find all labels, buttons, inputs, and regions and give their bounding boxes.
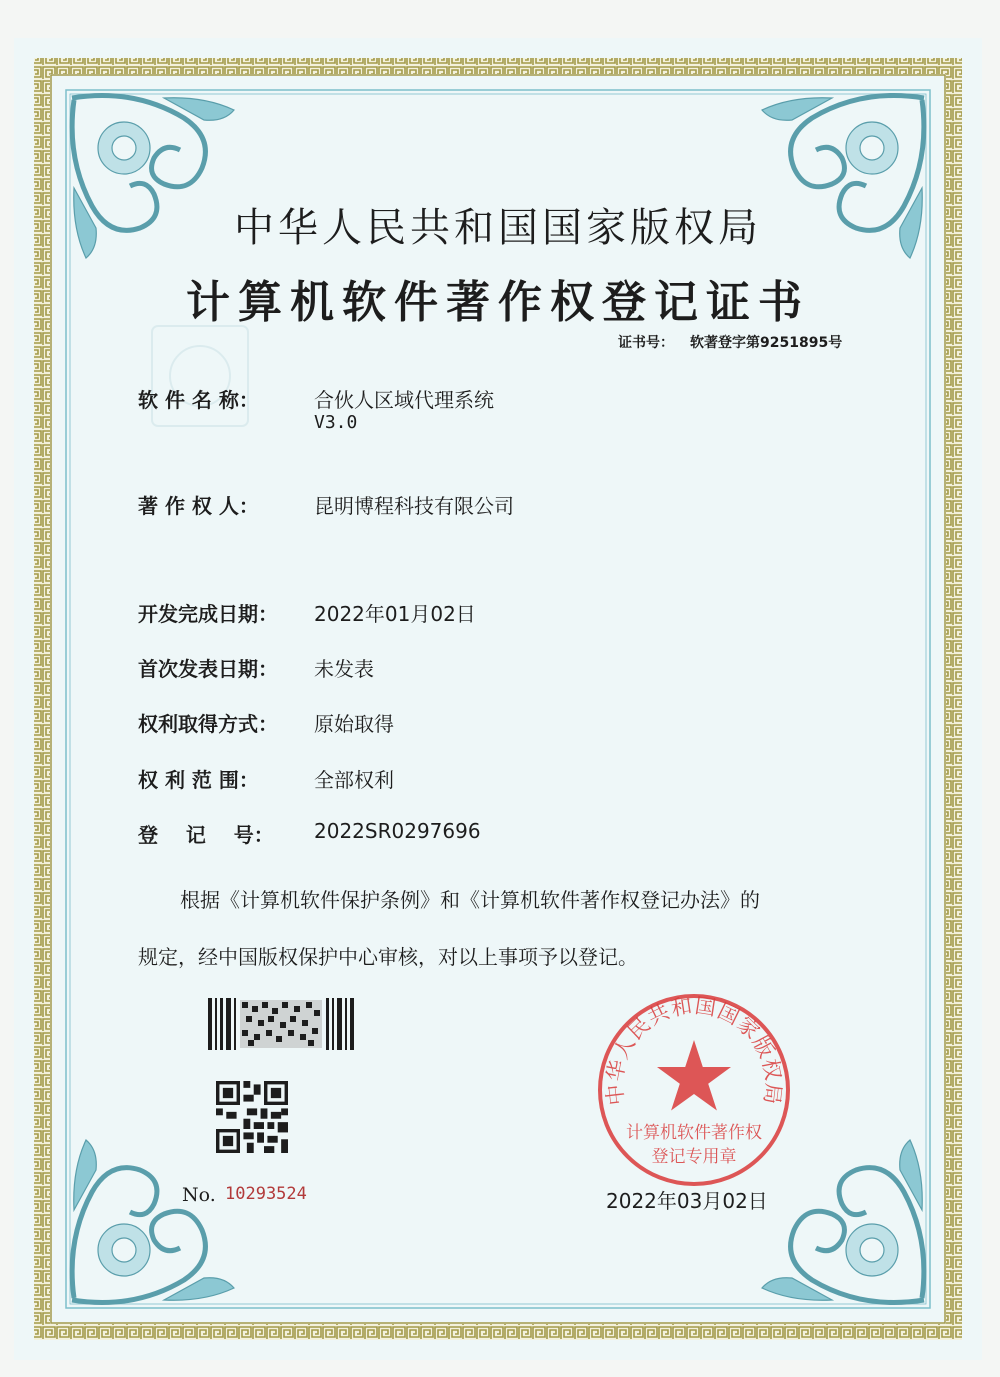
scope-label: 权 利 范 围：: [138, 768, 259, 792]
statement-line-2: 规定，经中国版权保护中心审核，对以上事项予以登记。: [138, 945, 638, 969]
statement-line-1: 根据《计算机软件保护条例》和《计算机软件著作权登记办法》的: [180, 888, 760, 912]
software-name-label: 软 件 名 称：: [138, 388, 259, 412]
certificate-title: 计算机软件著作权登记证书: [186, 277, 810, 328]
copyright-owner-label: 著 作 权 人：: [138, 494, 259, 518]
registration-number-label: 登 记 号：: [138, 823, 274, 847]
registration-number: 2022SR0297696: [314, 819, 481, 843]
seal-outer-text: 中华人民共和国国家版权局: [602, 993, 786, 1107]
rights-scope: 全部权利: [314, 768, 394, 792]
ornament-bottom-left: [72, 1140, 234, 1303]
seal-inner-line-1: 计算机软件著作权: [626, 1123, 762, 1143]
issuer-title: 中华人民共和国国家版权局: [234, 205, 762, 251]
certificate: [14, 38, 982, 1360]
copyright-owner: 昆明博程科技有限公司: [314, 494, 514, 518]
certificate-number-label: 证书号：: [618, 335, 674, 351]
seal-inner-line-2: 登记专用章: [651, 1147, 737, 1167]
serial-number-label: No.: [182, 1184, 216, 1206]
official-seal: [594, 990, 794, 1190]
star-icon: [657, 1040, 731, 1111]
software-name: 合伙人区域代理系统: [314, 388, 494, 412]
qr-code: [216, 1081, 288, 1153]
publish-date-label: 首次发表日期：: [138, 657, 278, 681]
issue-date: 2022年03月02日: [606, 1189, 768, 1213]
dev-date: 2022年01月02日: [314, 602, 476, 626]
software-version: V3.0: [314, 412, 358, 433]
publish-date: 未发表: [314, 657, 374, 681]
dev-date-label: 开发完成日期：: [138, 602, 278, 626]
acquisition-label: 权利取得方式：: [138, 712, 278, 736]
barcode: [208, 998, 354, 1050]
acquisition-method: 原始取得: [314, 712, 394, 736]
serial-number: 10293524: [225, 1184, 307, 1204]
certificate-number: 软著登字第9251895号: [690, 335, 843, 351]
